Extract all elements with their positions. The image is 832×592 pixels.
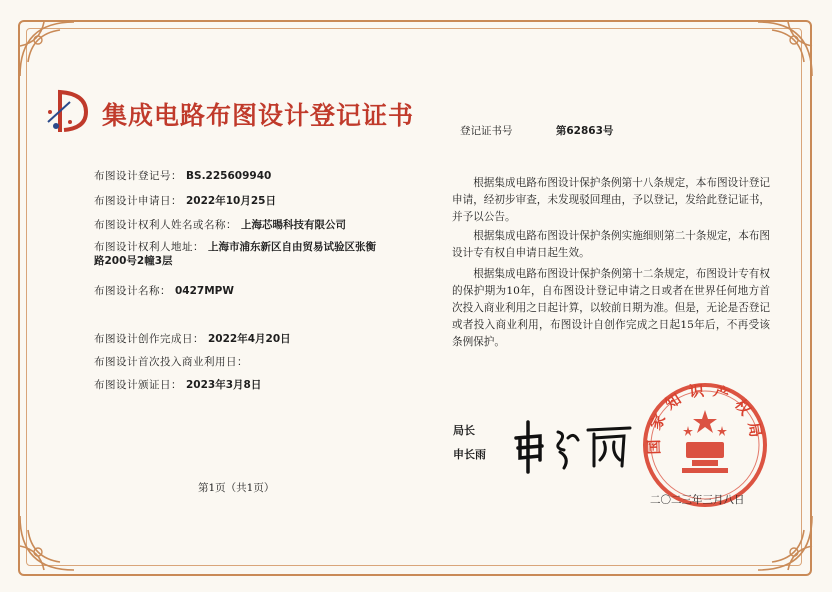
paragraph-effective: 根据集成电路布图设计保护条例实施细则第二十条规定，本布图设计专有权自申请日起生效。: [452, 230, 770, 259]
paragraph-registration: 根据集成电路布图设计保护条例第十八条规定，本布图设计登记申请，经初步审查，未发现驳回理由，予以登记，发给此登记证书，并予以公告。: [452, 177, 770, 223]
registration-number-value: 第62863号: [555, 125, 614, 137]
field-value: 上海市浦东新区自由贸易试验区张衡路200号2幢3层: [94, 241, 376, 267]
field-value: 2023年3月8日: [186, 379, 262, 391]
field-first-commercial-use: [94, 355, 252, 369]
field-value: BS.225609940: [186, 170, 272, 182]
field-label: 布图设计创作完成日：: [94, 333, 204, 345]
field-value: 0427MPW: [175, 285, 234, 297]
paragraph-protection-term: 根据集成电路布图设计保护条例第十二条规定，布图设计专有权的保护期为10年，自布图设计登记申请之日或者在世界任何地方首次投入商业利用之日起计算，以较前日期为准。但是，无论是否登记或者投入商业利用，布图设计自创作完成之日起15年后，不再受该条例保护。: [452, 268, 770, 348]
field-value: 2022年10月25日: [186, 195, 276, 207]
corner-ornament-top-right: [738, 16, 818, 96]
handwritten-signature: [510, 408, 640, 478]
official-seal: [640, 380, 770, 510]
cnipa-logo-icon: [40, 82, 100, 142]
registration-number-label: 登记证书号: [460, 125, 513, 137]
field-label: 布图设计名称：: [94, 285, 171, 297]
field-label: 布图设计登记号：: [94, 170, 182, 182]
field-label: 布图设计申请日：: [94, 195, 182, 207]
field-creation-date: [94, 332, 291, 346]
field-owner-address: [94, 240, 384, 268]
field-design-name: [94, 284, 234, 298]
registration-number: [460, 123, 613, 138]
certificate-title: 集成电路布图设计登记证书: [102, 101, 415, 130]
field-value: 上海芯暘科技有限公司: [241, 219, 346, 231]
field-label: 布图设计权利人姓名或名称：: [94, 219, 237, 231]
field-value: 2022年4月20日: [208, 333, 291, 345]
field-label: 布图设计颁证日：: [94, 379, 182, 391]
field-label: 布图设计首次投入商业利用日：: [94, 356, 248, 368]
issue-date-chinese: 二〇二三年三月八日: [650, 494, 745, 506]
signatory-name: 申长雨: [453, 448, 486, 461]
seal-text: 国家知识产权局: [644, 380, 767, 455]
field-label: 布图设计权利人地址：: [94, 241, 204, 253]
field-application-date: [94, 194, 276, 208]
field-owner-name: [94, 218, 384, 232]
page-number: 第1页（共1页）: [198, 482, 275, 494]
certificate-header: [40, 82, 420, 142]
corner-ornament-bottom-left: [14, 496, 94, 576]
field-registration-no: [94, 169, 271, 183]
field-issue-date: [94, 378, 261, 392]
signatory-title: 局长: [453, 424, 475, 437]
